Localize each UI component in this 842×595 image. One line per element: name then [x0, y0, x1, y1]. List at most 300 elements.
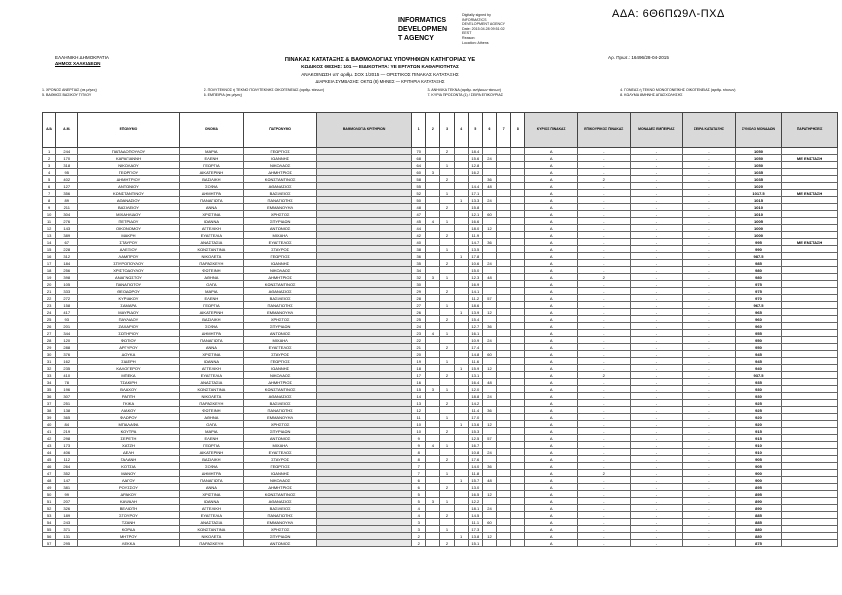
table-cell: ΚΩΝΣΤΑΝΤΙΝΟΣ — [244, 281, 317, 288]
table-row — [43, 365, 838, 372]
table-cell — [454, 442, 468, 449]
table-cell — [454, 449, 468, 456]
table-cell — [497, 386, 511, 393]
table-cell: ΜΙΧΑΗΛ — [244, 442, 317, 449]
table-cell: - — [683, 330, 736, 337]
table-cell: - — [630, 533, 683, 540]
table-cell — [497, 330, 511, 337]
table-cell — [497, 274, 511, 281]
table-cell: Α — [525, 323, 578, 330]
table-cell — [426, 512, 440, 519]
table-cell: 36 — [482, 176, 496, 183]
table-row — [43, 435, 838, 442]
table-cell: ΑΝΑΣΤΑΣΙΑ — [179, 239, 244, 246]
table-cell: 905 — [735, 463, 782, 470]
table-cell: 975 — [735, 281, 782, 288]
table-cell: 27 — [412, 302, 426, 309]
table-cell: - — [683, 190, 736, 197]
table-cell: - — [577, 337, 630, 344]
table-cell — [426, 470, 440, 477]
table-cell: 43 — [43, 442, 56, 449]
table-cell: Α — [525, 155, 578, 162]
table-cell: 406 — [56, 449, 78, 456]
table-cell: 170 — [56, 155, 78, 162]
legend-item: 7. ΚΥΡΙΑ ΠΡΟΣΟΝΤΑ (1) / ΣΕΙΡΑ ΕΠΙΚΟΥΡΙΑΣ — [427, 92, 504, 97]
table-cell: Α — [525, 456, 578, 463]
table-cell: 970 — [735, 295, 782, 302]
table-cell — [440, 183, 454, 190]
table-cell: - — [683, 491, 736, 498]
table-cell: Α — [525, 393, 578, 400]
table-cell: - — [630, 540, 683, 547]
table-cell: 950 — [735, 344, 782, 351]
table-cell — [317, 260, 412, 267]
table-cell: - — [630, 169, 683, 176]
column-header: 2 — [426, 113, 440, 148]
table-row — [43, 330, 838, 337]
table-cell: ΧΡΗΣΤΟΣ — [244, 421, 317, 428]
table-cell: - — [683, 484, 736, 491]
table-cell: 13 — [412, 400, 426, 407]
table-cell: 211 — [56, 204, 78, 211]
table-cell — [511, 316, 525, 323]
table-cell: - — [630, 498, 683, 505]
table-cell: 960 — [735, 316, 782, 323]
table-cell: - — [577, 295, 630, 302]
table-cell: ΚΑΨΑΛΗ — [78, 498, 179, 505]
table-cell: - — [630, 155, 683, 162]
table-row — [43, 337, 838, 344]
table-cell — [511, 197, 525, 204]
table-cell — [782, 295, 838, 302]
table-cell: 36 — [43, 393, 56, 400]
table-cell: 1017.5 — [735, 190, 782, 197]
table-cell: ΑΝΝΑ — [179, 204, 244, 211]
table-cell: 1 — [454, 309, 468, 316]
table-cell: ΧΡΙΣΤΙΝΑ — [179, 491, 244, 498]
table-row — [43, 421, 838, 428]
table-cell: 333 — [56, 288, 78, 295]
table-cell — [454, 155, 468, 162]
table-cell: ΙΩΑΝΝΗΣ — [244, 260, 317, 267]
table-cell: - — [577, 407, 630, 414]
table-cell — [317, 211, 412, 218]
table-cell — [440, 267, 454, 274]
table-cell: - — [683, 463, 736, 470]
table-cell: 10 — [43, 211, 56, 218]
table-cell: - — [683, 344, 736, 351]
table-cell: ΒΑΣΙΛΙΚΗ — [179, 316, 244, 323]
table-cell — [782, 386, 838, 393]
signature-line: Location: Athens — [462, 40, 489, 45]
table-cell: 34 — [412, 267, 426, 274]
table-cell: - — [630, 253, 683, 260]
table-cell — [511, 477, 525, 484]
legend-item: 5. ΒΑΘΜΟΣ ΒΑΣΙΚΟΥ ΤΙΤΛΟΥ — [42, 92, 92, 97]
table-cell — [511, 533, 525, 540]
table-cell: 41 — [43, 428, 56, 435]
table-cell — [482, 358, 496, 365]
table-cell: 11.9 — [468, 232, 482, 239]
table-cell — [497, 190, 511, 197]
table-cell: - — [577, 512, 630, 519]
table-row — [43, 232, 838, 239]
table-cell: 68 — [412, 155, 426, 162]
table-cell — [426, 239, 440, 246]
table-cell — [454, 246, 468, 253]
table-cell: 9 — [412, 435, 426, 442]
table-cell — [482, 281, 496, 288]
table-cell — [440, 407, 454, 414]
table-cell — [454, 400, 468, 407]
table-cell: - — [630, 463, 683, 470]
table-cell: - — [683, 407, 736, 414]
table-cell — [440, 393, 454, 400]
table-cell: - — [630, 239, 683, 246]
table-row — [43, 463, 838, 470]
table-cell: 48 — [482, 183, 496, 190]
table-row — [43, 407, 838, 414]
table-cell: 64 — [412, 162, 426, 169]
table-cell: ΔΗΜΗΤΡΙΟΣ — [244, 274, 317, 281]
table-cell — [440, 421, 454, 428]
table-cell: ΜΙΧΑΗΛΙΔΟΥ — [78, 211, 179, 218]
table-cell: 24 — [482, 337, 496, 344]
table-cell: 30 — [43, 351, 56, 358]
table-cell: ΦΩΤΕΙΝΗ — [179, 267, 244, 274]
table-cell: 10 — [412, 428, 426, 435]
table-cell: Α — [525, 246, 578, 253]
table-cell: 52 — [412, 190, 426, 197]
table-cell: 13.8 — [468, 533, 482, 540]
table-cell: ΑΝΤΩΝΙΟΣ — [244, 225, 317, 232]
table-cell: 8 — [43, 197, 56, 204]
table-cell: 235 — [56, 365, 78, 372]
table-cell — [317, 344, 412, 351]
table-cell: ΠΑΡΑΣΚΕΥΗ — [179, 400, 244, 407]
table-cell: 1005 — [735, 218, 782, 225]
table-cell — [454, 330, 468, 337]
table-cell — [511, 358, 525, 365]
table-cell: 6 — [43, 183, 56, 190]
table-cell: - — [577, 379, 630, 386]
table-cell — [317, 365, 412, 372]
table-cell: 138 — [56, 407, 78, 414]
table-cell — [497, 169, 511, 176]
table-cell: Α — [525, 540, 578, 547]
table-cell: ΣΠΥΡΙΔΩΝ — [244, 533, 317, 540]
table-cell: - — [683, 183, 736, 190]
table-cell — [497, 351, 511, 358]
table-cell — [497, 414, 511, 421]
table-cell: Α — [525, 204, 578, 211]
table-cell — [317, 540, 412, 547]
table-cell: ΣΑΜΑΡΑ — [78, 302, 179, 309]
table-cell — [317, 232, 412, 239]
table-cell — [511, 512, 525, 519]
table-cell: - — [630, 519, 683, 526]
table-cell: 915 — [735, 428, 782, 435]
table-cell — [511, 519, 525, 526]
table-cell: Α — [525, 309, 578, 316]
table-cell: 28 — [412, 295, 426, 302]
table-cell: - — [683, 260, 736, 267]
table-cell: 60 — [412, 169, 426, 176]
table-cell — [426, 190, 440, 197]
table-cell: - — [630, 435, 683, 442]
table-cell: 26 — [412, 309, 426, 316]
table-cell — [497, 477, 511, 484]
table-cell: - — [683, 456, 736, 463]
table-cell — [782, 407, 838, 414]
table-cell: ΕΥΑΓΓΕΛΟΣ — [244, 239, 317, 246]
table-cell — [482, 246, 496, 253]
table-cell: Α — [525, 365, 578, 372]
table-cell: 20 — [412, 351, 426, 358]
table-cell — [782, 400, 838, 407]
table-cell: ΠΑΝΑΓΙΩΤΑ — [179, 477, 244, 484]
table-cell — [317, 470, 412, 477]
table-row — [43, 183, 838, 190]
table-cell — [426, 323, 440, 330]
table-cell: Α — [525, 337, 578, 344]
table-cell — [317, 176, 412, 183]
table-cell: 915 — [735, 435, 782, 442]
table-cell: ΕΥΑΓΓΕΛΟΣ — [244, 449, 317, 456]
table-cell: 12 — [482, 491, 496, 498]
table-cell: - — [683, 176, 736, 183]
table-cell — [454, 491, 468, 498]
table-cell — [511, 246, 525, 253]
table-cell: 48 — [482, 379, 496, 386]
table-cell — [426, 232, 440, 239]
table-cell: 5 — [43, 176, 56, 183]
table-cell: Α — [525, 197, 578, 204]
table-cell — [317, 169, 412, 176]
table-cell — [426, 288, 440, 295]
table-cell: 58 — [412, 176, 426, 183]
table-cell: 4 — [412, 512, 426, 519]
table-cell: ΚΑΡΑΓΙΑΝΝΗ — [78, 155, 179, 162]
signature-line: DEVELOPMENT AGENCY — [462, 22, 506, 27]
table-cell: 14.4 — [468, 183, 482, 190]
table-header — [43, 113, 838, 148]
table-cell — [511, 176, 525, 183]
table-cell: 13.5 — [468, 246, 482, 253]
table-cell: 12 — [482, 225, 496, 232]
table-cell: ΔΗΜΗΤΡΙΟΣ — [244, 169, 317, 176]
table-row — [43, 302, 838, 309]
table-cell: - — [630, 260, 683, 267]
table-cell: Α — [525, 491, 578, 498]
table-cell — [454, 176, 468, 183]
table-cell — [454, 148, 468, 155]
table-cell — [497, 498, 511, 505]
table-cell: - — [683, 400, 736, 407]
table-cell: 10.8 — [468, 449, 482, 456]
table-cell — [497, 484, 511, 491]
table-cell: - — [577, 225, 630, 232]
table-cell: - — [630, 491, 683, 498]
table-cell: ΑΘΗΝΑ — [179, 414, 244, 421]
table-cell: - — [577, 351, 630, 358]
table-cell — [497, 176, 511, 183]
table-row — [43, 281, 838, 288]
table-cell: - — [630, 428, 683, 435]
table-cell: 920 — [735, 414, 782, 421]
table-cell: - — [683, 372, 736, 379]
table-cell — [317, 316, 412, 323]
table-cell: ΣΟΦΙΑ — [179, 183, 244, 190]
table-cell: 945 — [735, 358, 782, 365]
table-cell: - — [683, 155, 736, 162]
table-cell: - — [577, 267, 630, 274]
table-cell: 975 — [735, 288, 782, 295]
table-cell: ΔΗΜΗΤΡΑ — [179, 330, 244, 337]
table-cell — [426, 533, 440, 540]
table-cell: ΜΗΤΡΟΥ — [78, 533, 179, 540]
table-cell — [317, 442, 412, 449]
table-cell: 3 — [426, 498, 440, 505]
table-cell: 16.5 — [468, 491, 482, 498]
table-cell — [782, 148, 838, 155]
table-row — [43, 428, 838, 435]
table-cell: - — [683, 379, 736, 386]
table-cell: - — [577, 358, 630, 365]
table-cell: 44 — [43, 449, 56, 456]
table-cell: Α — [525, 260, 578, 267]
table-cell: - — [630, 323, 683, 330]
table-cell: ΕΥΑΓΓΕΛΙΑ — [179, 372, 244, 379]
table-cell — [782, 505, 838, 512]
ranking-table — [42, 112, 838, 547]
table-cell: - — [630, 365, 683, 372]
table-cell: 410 — [56, 372, 78, 379]
table-cell: ΓΕΩΡΓΙΟΣ — [244, 253, 317, 260]
table-cell: - — [683, 393, 736, 400]
table-cell: 875 — [735, 540, 782, 547]
table-cell: ΚΩΝΣΤΑΝΤΙΝΟΥ — [78, 190, 179, 197]
table-row — [43, 393, 838, 400]
table-cell: 17.0 — [468, 414, 482, 421]
table-cell: - — [630, 148, 683, 155]
table-cell: - — [683, 519, 736, 526]
table-cell: 36 — [482, 407, 496, 414]
table-cell: - — [577, 211, 630, 218]
table-cell: Α — [525, 428, 578, 435]
signature-line: Reason: — [462, 35, 476, 40]
table-cell — [782, 393, 838, 400]
table-cell — [782, 372, 838, 379]
table-cell — [782, 428, 838, 435]
organization-block — [55, 55, 109, 67]
table-cell — [426, 302, 440, 309]
table-row — [43, 505, 838, 512]
table-cell: 15.0 — [468, 267, 482, 274]
table-cell: ΒΑΣΙΛΕΙΟΣ — [244, 505, 317, 512]
table-cell: - — [683, 197, 736, 204]
table-cell: 2 — [440, 372, 454, 379]
table-cell: ΛΑΓΟΥ — [78, 477, 179, 484]
table-cell: ΜΑΡΙΑ — [179, 288, 244, 295]
table-cell: Α — [525, 470, 578, 477]
table-cell — [426, 225, 440, 232]
table-cell — [454, 526, 468, 533]
table-cell: ΣΩΤΗΡΙΟΥ — [78, 330, 179, 337]
table-cell — [440, 197, 454, 204]
table-cell: 52 — [43, 505, 56, 512]
table-cell — [426, 540, 440, 547]
table-row — [43, 484, 838, 491]
table-cell — [782, 232, 838, 239]
table-cell — [317, 400, 412, 407]
table-cell: 885 — [735, 512, 782, 519]
table-cell: 3 — [412, 526, 426, 533]
table-cell — [440, 533, 454, 540]
table-cell — [511, 225, 525, 232]
table-cell: ΠΕΤΡΙΔΟΥ — [78, 218, 179, 225]
title-duration: ΔΙΑΡΚΕΙΑ ΣΥΜΒΑΣΗΣ: ΟΚΤΩ (8) ΜΗΝΕΣ — ΚΡΙΤΗΡΙΑ ΚΑΤΑΤΑΞΗΣ — [315, 79, 445, 84]
table-cell: 173 — [56, 442, 78, 449]
table-cell — [482, 253, 496, 260]
table-row — [43, 442, 838, 449]
table-cell: 9 — [43, 204, 56, 211]
table-cell: 46 — [43, 463, 56, 470]
table-cell: 24 — [482, 260, 496, 267]
table-cell — [782, 176, 838, 183]
table-cell: - — [630, 421, 683, 428]
table-cell — [426, 281, 440, 288]
table-cell: Α — [525, 400, 578, 407]
table-cell — [511, 351, 525, 358]
table-cell: 22 — [412, 337, 426, 344]
table-cell — [317, 155, 412, 162]
table-cell — [497, 372, 511, 379]
table-row — [43, 533, 838, 540]
table-cell: ΜΑΡΙΑ — [179, 148, 244, 155]
table-cell — [317, 302, 412, 309]
table-cell: - — [630, 302, 683, 309]
table-cell: 398 — [56, 274, 78, 281]
table-cell: 2 — [43, 155, 56, 162]
table-cell: - — [630, 400, 683, 407]
digital-signature-block — [462, 13, 542, 45]
table-cell — [454, 337, 468, 344]
table-cell: 16.6 — [468, 218, 482, 225]
table-cell: 940 — [735, 365, 782, 372]
table-cell: 2 — [440, 176, 454, 183]
table-cell: 2 — [440, 484, 454, 491]
table-cell: - — [577, 316, 630, 323]
table-cell: 4 — [426, 218, 440, 225]
table-cell: 7 — [412, 463, 426, 470]
table-cell: 417 — [56, 309, 78, 316]
table-cell: 251 — [56, 400, 78, 407]
table-cell — [497, 260, 511, 267]
table-cell: 35 — [412, 260, 426, 267]
table-cell — [782, 456, 838, 463]
table-row — [43, 309, 838, 316]
table-cell — [782, 498, 838, 505]
table-cell: - — [577, 386, 630, 393]
table-cell: ΚΟΡΔΑ — [78, 526, 179, 533]
table-cell — [511, 421, 525, 428]
table-cell: 48 — [482, 274, 496, 281]
table-cell: ΑΝΤΩΝΙΟΥ — [78, 183, 179, 190]
table-cell — [440, 337, 454, 344]
table-cell — [426, 526, 440, 533]
column-header: Α/Α — [43, 113, 56, 148]
